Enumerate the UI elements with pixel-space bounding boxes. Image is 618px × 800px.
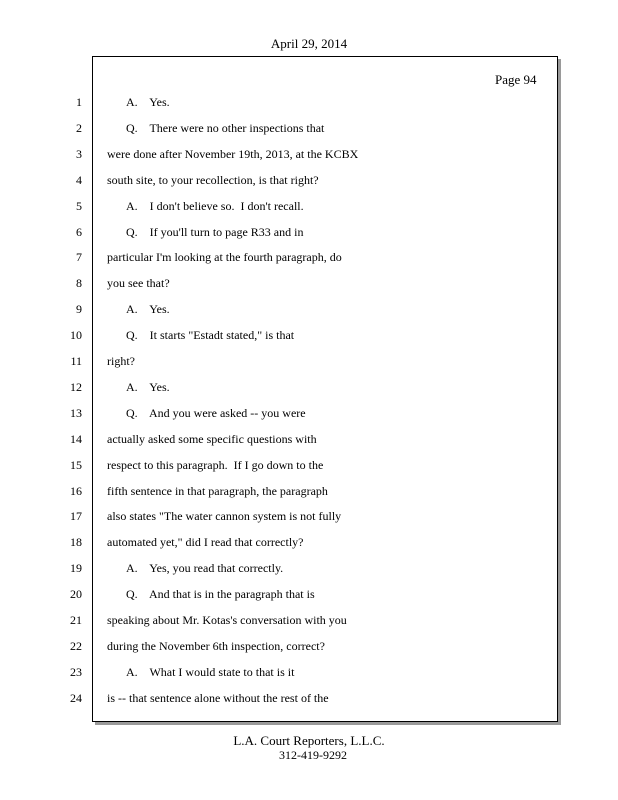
transcript-line: Q. And that is in the paragraph that is <box>126 587 315 601</box>
line-number: 24 <box>70 691 82 705</box>
line-number: 4 <box>76 173 82 187</box>
line-number: 12 <box>70 380 82 394</box>
line-number: 17 <box>70 509 82 523</box>
transcript-line: is -- that sentence alone without the rest of the <box>107 691 329 705</box>
line-number: 18 <box>70 535 82 549</box>
transcript-line: during the November 6th inspection, correct? <box>107 639 325 653</box>
transcript-line: speaking about Mr. Kotas's conversation with you <box>107 613 347 627</box>
transcript-line: Q. If you'll turn to page R33 and in <box>126 225 304 239</box>
transcript-line: also states "The water cannon system is not fully <box>107 509 342 523</box>
line-number: 9 <box>76 302 82 316</box>
line-number: 7 <box>76 250 82 264</box>
transcript-line: right? <box>107 354 135 368</box>
header-date: April 29, 2014 <box>270 36 348 51</box>
line-number: 13 <box>70 406 82 420</box>
line-number: 8 <box>76 276 82 290</box>
transcript-line: you see that? <box>107 276 170 290</box>
line-number: 23 <box>70 665 82 679</box>
transcript-line: A. Yes, you read that correctly. <box>126 561 284 575</box>
line-number: 1 <box>76 95 82 109</box>
transcript-line: A. Yes. <box>126 95 170 109</box>
footer-company: L.A. Court Reporters, L.L.C. <box>233 733 385 748</box>
transcript-line: Q. And you were asked -- you were <box>126 406 306 420</box>
transcript-line: south site, to your recollection, is that right? <box>107 173 319 187</box>
page-number: Page 94 <box>495 72 537 87</box>
transcript-line: automated yet," did I read that correctly? <box>107 535 304 549</box>
transcript-line: were done after November 19th, 2013, at the KCBX <box>107 147 359 161</box>
line-number: 10 <box>70 328 82 342</box>
line-number: 15 <box>70 458 82 472</box>
transcript-line: Q. There were no other inspections that <box>126 121 325 135</box>
line-number: 2 <box>76 121 82 135</box>
transcript-line: Q. It starts "Estadt stated," is that <box>126 328 295 342</box>
footer-phone: 312-419-9292 <box>279 748 347 762</box>
transcript-line: A. I don't believe so. I don't recall. <box>126 199 304 213</box>
line-number: 20 <box>70 587 82 601</box>
transcript-line: particular I'm looking at the fourth paragraph, do <box>107 250 342 264</box>
transcript-line: A. Yes. <box>126 380 170 394</box>
transcript-line: A. Yes. <box>126 302 170 316</box>
transcript-line: fifth sentence in that paragraph, the paragraph <box>107 484 328 498</box>
line-number: 22 <box>70 639 82 653</box>
line-number: 14 <box>70 432 82 446</box>
line-number: 21 <box>70 613 82 627</box>
line-number: 6 <box>76 225 82 239</box>
line-number: 3 <box>76 147 82 161</box>
transcript-line: respect to this paragraph. If I go down to the <box>107 458 324 472</box>
transcript-line: actually asked some specific questions with <box>107 432 317 446</box>
line-number: 5 <box>76 199 82 213</box>
transcript-line: A. What I would state to that is it <box>126 665 295 679</box>
line-number: 19 <box>70 561 82 575</box>
line-number: 11 <box>70 354 82 368</box>
line-number: 16 <box>70 484 82 498</box>
